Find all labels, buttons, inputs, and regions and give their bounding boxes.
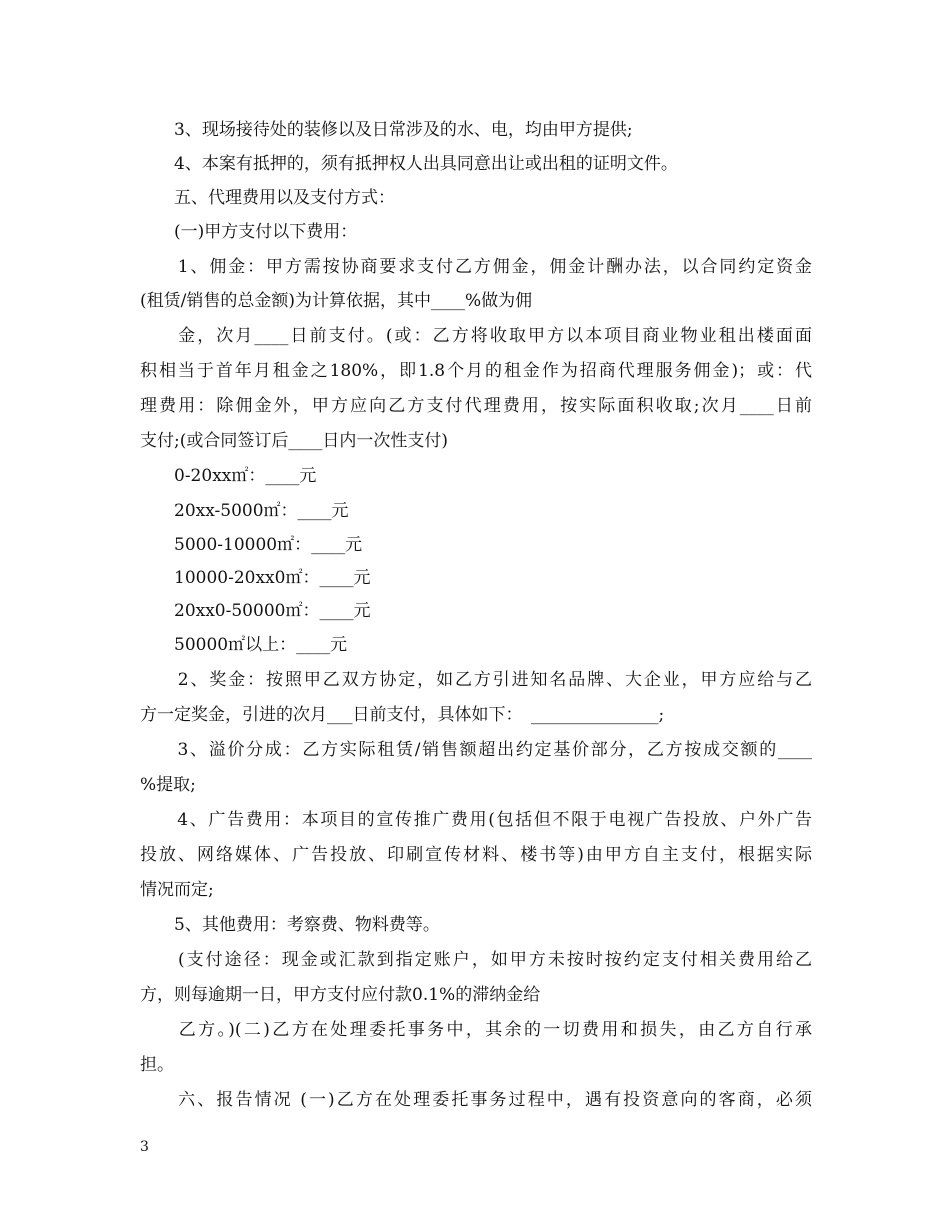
paragraph-line: 方，则每逾期一日，甲方支付应付款0.1%的滞纳金给 [140,985,541,1005]
paragraph-line: 乙方。)(二)乙方在处理委托事务中，其余的一切费用和损失，由乙方自行承 [140,1020,812,1040]
paragraph-line: 担。 [140,1055,174,1075]
paragraph-line: 情况而定; [140,880,214,900]
paragraph-line: 投放、网络媒体、广告投放、印刷宣传材料、楼书等)由甲方自主支付，根据实际 [140,845,812,865]
section-heading: 五、代理费用以及支付方式： [140,188,395,208]
fee-tier-line: 0-20xx㎡：____元 [140,466,317,486]
paragraph-line: 六、报告情况 (一)乙方在处理委托事务过程中，遇有投资意向的客商，必须 [140,1090,812,1110]
paragraph-line: 方一定奖金，引进的次月___日前支付，具体如下： _______________; [140,705,665,725]
paragraph-line: 1、佣金：甲方需按协商要求支付乙方佣金，佣金计酬办法，以合同约定资金 [140,257,812,277]
paragraph-line: 3、现场接待处的装修以及日常涉及的水、电，均由甲方提供; [140,120,633,140]
paragraph-line: (支付途径：现金或汇款到指定账户，如甲方未按时按约定支付相关费用给乙 [140,950,812,970]
fee-tier-line: 10000-20xx0㎡：____元 [140,568,371,588]
subsection-heading: (一)甲方支付以下费用： [140,222,358,242]
paragraph-line: 2、奖金：按照甲乙双方协定，如乙方引进知名品牌、大企业，甲方应给与乙 [140,670,812,690]
paragraph-line: 4、本案有抵押的，须有抵押权人出具同意出让或出租的证明文件。 [140,154,678,174]
paragraph-line: %提取; [140,775,196,795]
paragraph-line: (租赁/销售的总金额)为计算依据，其中____%做为佣 [140,291,533,311]
page-number: 3 [140,1139,149,1155]
fee-tier-line: 5000-10000㎡：____元 [140,535,363,555]
paragraph-line: 金，次月____日前支付。(或：乙方将收取甲方以本项目商业物业租出楼面面 [140,326,812,346]
paragraph-line: 3、溢价分成：乙方实际租赁/销售额超出约定基价部分，乙方按成交额的____ [140,740,812,760]
paragraph-line: 积相当于首年月租金之180%，即1.8个月的租金作为招商代理服务佣金)；或：代 [140,361,812,381]
paragraph-line: 5、其他费用：考察费、物料费等。 [140,915,440,935]
fee-tier-line: 50000㎡以上：____元 [140,635,348,655]
paragraph-line: 支付;(或合同签订后____日内一次性支付) [140,431,448,451]
fee-tier-line: 20xx0-50000㎡：____元 [140,601,371,621]
paragraph-line: 4、广告费用：本项目的宣传推广费用(包括但不限于电视广告投放、户外广告 [140,810,812,830]
paragraph-line: 理费用：除佣金外，甲方应向乙方支付代理费用，按实际面积收取;次月____日前 [140,396,812,416]
fee-tier-line: 20xx-5000㎡：____元 [140,501,349,521]
